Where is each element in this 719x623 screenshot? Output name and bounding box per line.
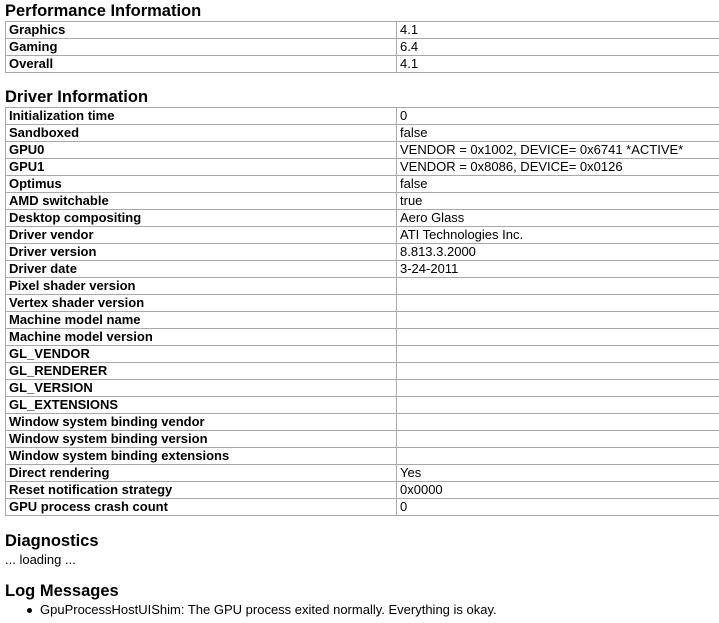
driver-row-desktop-compositing <box>6 210 719 227</box>
log-list <box>0 601 497 619</box>
driver-row-gl-extensions <box>6 397 719 414</box>
driver-value: Yes <box>397 465 719 482</box>
performance-row-overall <box>6 56 719 73</box>
performance-table <box>5 21 719 73</box>
driver-key: Optimus <box>6 176 397 193</box>
performance-row-graphics <box>6 22 719 39</box>
driver-row-driver-date <box>6 261 719 278</box>
driver-row-reset-notification-strategy <box>6 482 719 499</box>
driver-row-vertex-shader-version <box>6 295 719 312</box>
driver-key: GPU0 <box>6 142 397 159</box>
driver-row-gpu0 <box>6 142 719 159</box>
driver-value: true <box>397 193 719 210</box>
log-item <box>22 601 497 619</box>
driver-row-sandboxed <box>6 125 719 142</box>
driver-row-machine-model-name <box>6 312 719 329</box>
performance-key: Overall <box>6 56 397 73</box>
bullet-icon <box>27 608 32 613</box>
driver-key: Machine model version <box>6 329 397 346</box>
driver-value: VENDOR = 0x8086, DEVICE= 0x0126 <box>397 159 719 176</box>
driver-value <box>397 363 719 380</box>
driver-row-driver-version <box>6 244 719 261</box>
driver-value <box>397 329 719 346</box>
performance-title: Performance Information <box>5 2 202 20</box>
performance-value: 4.1 <box>397 56 719 73</box>
driver-key: AMD switchable <box>6 193 397 210</box>
driver-key: Driver vendor <box>6 227 397 244</box>
performance-section <box>0 1 719 73</box>
driver-value <box>397 431 719 448</box>
performance-row-gaming <box>6 39 719 56</box>
driver-value <box>397 448 719 465</box>
driver-value: VENDOR = 0x1002, DEVICE= 0x6741 *ACTIVE* <box>397 142 719 159</box>
driver-value <box>397 295 719 312</box>
driver-key: Vertex shader version <box>6 295 397 312</box>
driver-row-window-system-binding-extensions <box>6 448 719 465</box>
driver-value: 0 <box>397 108 719 125</box>
driver-value: ATI Technologies Inc. <box>397 227 719 244</box>
performance-key: Gaming <box>6 39 397 56</box>
diagnostics-status-text: ... loading ... <box>5 552 76 567</box>
driver-row-gl-vendor <box>6 346 719 363</box>
driver-value: 8.813.3.2000 <box>397 244 719 261</box>
driver-key: Machine model name <box>6 312 397 329</box>
driver-value: 0 <box>397 499 719 516</box>
driver-key: Driver date <box>6 261 397 278</box>
driver-key: Window system binding extensions <box>6 448 397 465</box>
driver-row-gl-version <box>6 380 719 397</box>
driver-row-gl-renderer <box>6 363 719 380</box>
log-section <box>0 581 497 619</box>
log-title: Log Messages <box>5 582 119 600</box>
driver-table-body <box>6 108 719 516</box>
driver-row-optimus <box>6 176 719 193</box>
driver-row-direct-rendering <box>6 465 719 482</box>
performance-table-body <box>6 22 719 73</box>
driver-value <box>397 278 719 295</box>
driver-key: Pixel shader version <box>6 278 397 295</box>
driver-row-machine-model-version <box>6 329 719 346</box>
diagnostics-title: Diagnostics <box>5 532 99 550</box>
driver-value: Aero Glass <box>397 210 719 227</box>
diagnostics-section <box>0 531 99 569</box>
driver-value <box>397 312 719 329</box>
driver-value: 0x0000 <box>397 482 719 499</box>
driver-value <box>397 346 719 363</box>
performance-value: 4.1 <box>397 22 719 39</box>
performance-value: 6.4 <box>397 39 719 56</box>
driver-key: Desktop compositing <box>6 210 397 227</box>
driver-value: 3-24-2011 <box>397 261 719 278</box>
log-item-text: GpuProcessHostUIShim: The GPU process exited normally. Everything is okay. <box>40 602 497 617</box>
driver-row-window-system-binding-version <box>6 431 719 448</box>
driver-key: GPU process crash count <box>6 499 397 516</box>
driver-value <box>397 414 719 431</box>
driver-title: Driver Information <box>5 88 149 106</box>
driver-key: GL_RENDERER <box>6 363 397 380</box>
driver-key: GPU1 <box>6 159 397 176</box>
driver-section <box>0 87 719 516</box>
driver-key: Window system binding vendor <box>6 414 397 431</box>
driver-row-gpu-process-crash-count <box>6 499 719 516</box>
driver-value <box>397 380 719 397</box>
driver-key: GL_VENDOR <box>6 346 397 363</box>
driver-row-pixel-shader-version <box>6 278 719 295</box>
performance-key: Graphics <box>6 22 397 39</box>
driver-value: false <box>397 176 719 193</box>
driver-table <box>5 107 719 516</box>
driver-row-amd-switchable <box>6 193 719 210</box>
driver-key: GL_EXTENSIONS <box>6 397 397 414</box>
driver-row-initialization-time <box>6 108 719 125</box>
driver-key: Reset notification strategy <box>6 482 397 499</box>
driver-value <box>397 397 719 414</box>
driver-key: Driver version <box>6 244 397 261</box>
driver-row-window-system-binding-vendor <box>6 414 719 431</box>
driver-key: Direct rendering <box>6 465 397 482</box>
driver-value: false <box>397 125 719 142</box>
driver-key: Window system binding version <box>6 431 397 448</box>
driver-row-gpu1 <box>6 159 719 176</box>
driver-key: GL_VERSION <box>6 380 397 397</box>
driver-row-driver-vendor <box>6 227 719 244</box>
driver-key: Sandboxed <box>6 125 397 142</box>
driver-key: Initialization time <box>6 108 397 125</box>
